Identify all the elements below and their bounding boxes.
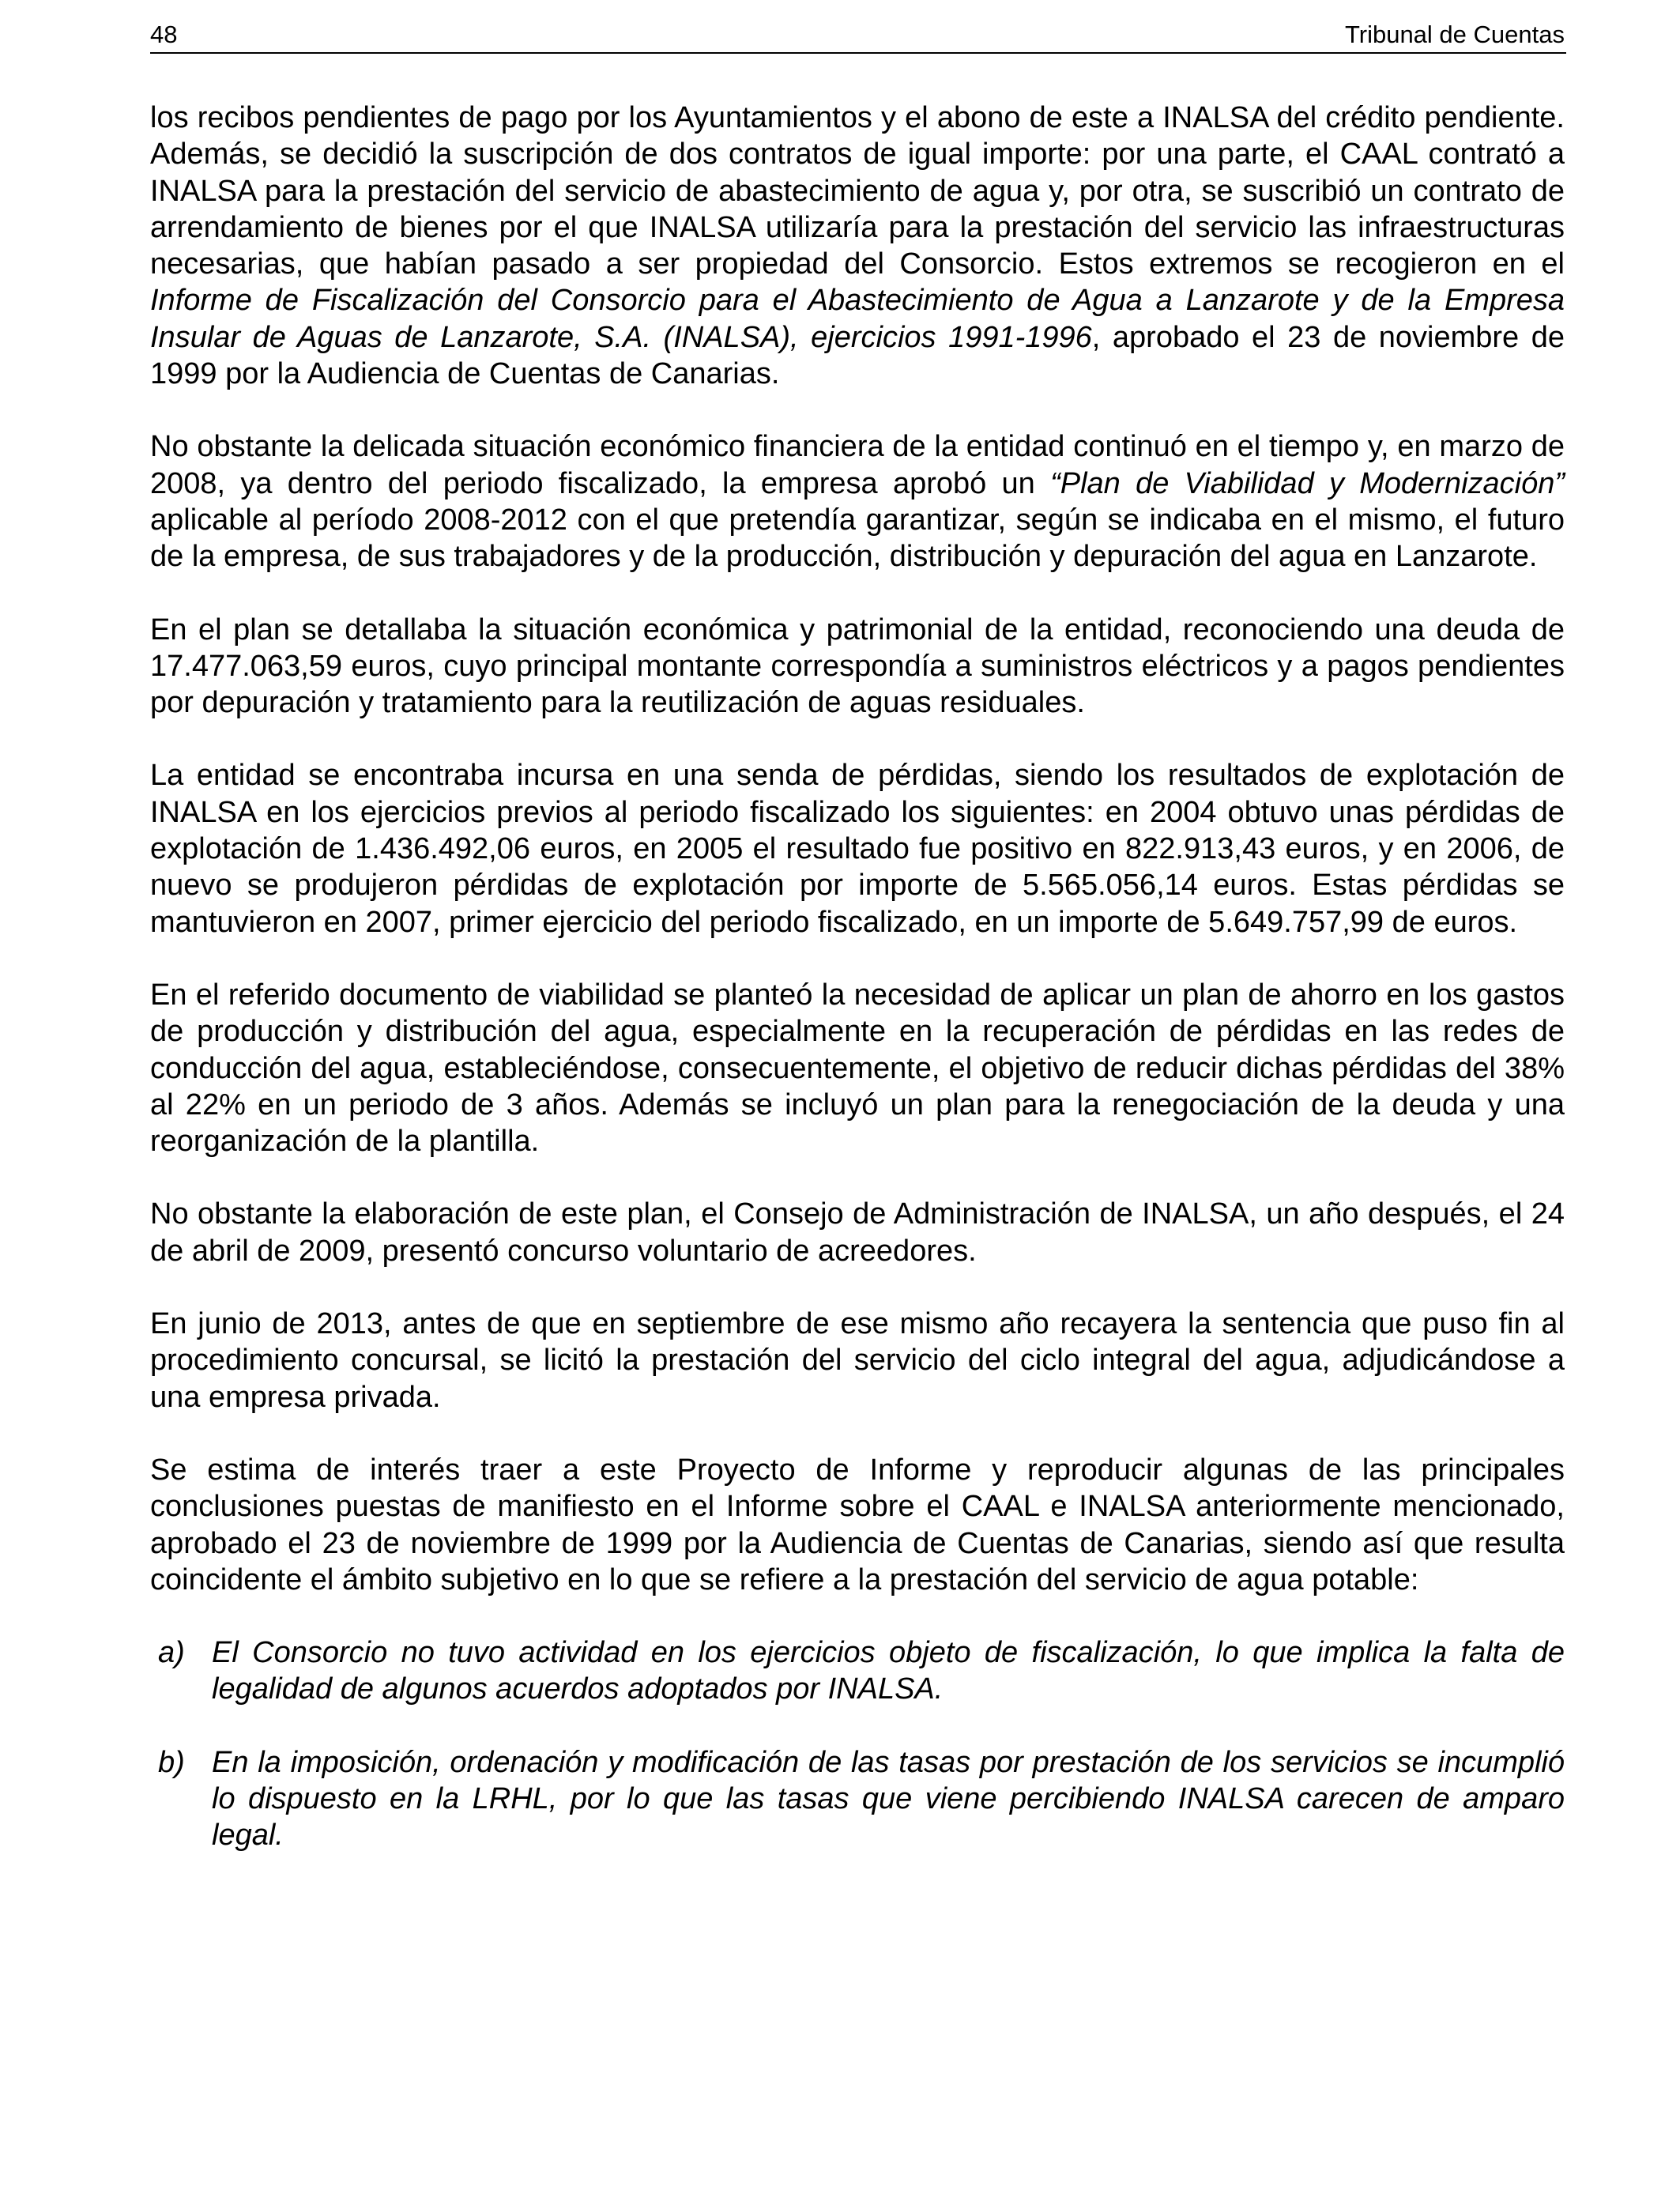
page-number: 48: [150, 21, 178, 48]
paragraph-8: Se estima de interés traer a este Proyecto de Informe y reproducir algunas de las principales conclusiones puestas de manifiesto en el Informe sobre el CAAL e INALSA anteriormente mencionado, aprobado el 23 de noviembre de 1999 por la Audiencia de Cuentas de Canarias, siendo así que resulta coincidente el ámbito subjetivo en lo que se refiere a la prestación del servicio de agua potable:: [150, 1453, 1565, 1596]
paragraph-3: En el plan se detallaba la situación económica y patrimonial de la entidad, reconociendo una deuda de 17.477.063,59 euros, cuyo principal montante correspondía a suministros eléctricos y a pagos pendientes por depuración y tratamiento para la reutilización de aguas residuales.: [150, 613, 1565, 720]
plan-title: “Plan de Viabilidad y Modernización”: [1050, 466, 1565, 500]
document-body: [150, 100, 1565, 1891]
paragraph-5: En el referido documento de viabilidad se planteó la necesidad de aplicar un plan de ahorro en los gastos de producción y distribución del agua, especialmente en la recuperación de pérdidas en las redes de conducción del agua, estableciéndose, consecuentemente, el objetivo de reducir dichas pérdidas del 38% al 22% en un periodo de 3 años. Además se incluyó un plan para la renegociación de la deuda y una reorganización de la plantilla.: [150, 978, 1565, 1159]
paragraph-2-text-b: aplicable al período 2008-2012 con el que pretendía garantizar, según se indicaba en el mismo, el futuro de la empresa, de sus trabajadores y de la producción, distribución y depuración del agua en Lanzarote.: [150, 503, 1565, 574]
page-header: [150, 17, 1566, 54]
list-item: [150, 1744, 1565, 1854]
paragraph-6: No obstante la elaboración de este plan, el Consejo de Administración de INALSA, un año después, el 24 de abril de 2009, presentó concurso voluntario de acreedores.: [150, 1197, 1565, 1268]
list-item: [150, 1634, 1565, 1708]
list-item-text: El Consorcio no tuvo actividad en los ejercicios objeto de fiscalización, lo que implica la falta de legalidad de algunos acuerdos adoptados por INALSA.: [212, 1636, 1565, 1706]
list-marker: a): [158, 1636, 185, 1670]
paragraph-2: [150, 428, 1565, 575]
paragraph-1-text-b: , aprobado el 23 de noviembre de 1999 por la Audiencia de Cuentas de Canarias.: [150, 320, 1565, 391]
paragraph-4: La entidad se encontraba incursa en una senda de pérdidas, siendo los resultados de explotación de INALSA en los ejercicios previos al periodo fiscalizado los siguientes: en 2004 obtuvo unas pérdidas de explotación de 1.436.492,06 euros, en 2005 el resultado fue positivo en 822.913,43 euros, y en 2006, de nuevo se produjeron pérdidas de explotación por importe de 5.565.056,14 euros. Estas pérdidas se mantuvieron en 2007, primer ejercicio del periodo fiscalizado, en un importe de 5.649.757,99 de euros.: [150, 759, 1565, 939]
conclusions-list: [150, 1634, 1565, 1853]
report-title-citation: Informe de Fiscalización del Consorcio para el Abastecimiento de Agua a Lanzarote y de la Empresa Insular de Aguas de Lanzarote, S.A. (INALSA), ejercicios 1991-1996: [150, 284, 1565, 354]
paragraph-7: En junio de 2013, antes de que en septiembre de ese mismo año recayera la sentencia que puso fin al procedimiento concursal, se licitó la prestación del servicio del ciclo integral del agua, adjudicándose a una empresa privada.: [150, 1307, 1565, 1414]
paragraph-1-text-a: los recibos pendientes de pago por los Ayuntamientos y el abono de este a INALSA del crédito pendiente. Además, se decidió la suscripción de dos contratos de igual importe: por una parte, el CAAL contrató a INALSA para la prestación del servicio de abastecimiento de agua y, por otra, se suscribió un contrato de arrendamiento de bienes por el que INALSA utilizaría para la prestación del servicio las infraestructuras necesarias, que habían pasado a ser propiedad del Consorcio. Estos extremos se recogieron en el: [150, 101, 1565, 281]
list-marker: b): [158, 1745, 185, 1779]
list-item-text: En la imposición, ordenación y modificación de las tasas por prestación de los servicios se incumplió lo dispuesto en la LRHL, por lo que las tasas que viene percibiendo INALSA carecen de amparo legal.: [212, 1745, 1565, 1853]
paragraph-1: [150, 100, 1565, 392]
paragraph-2-text-a: No obstante la delicada situación económico financiera de la entidad continuó en el tiempo y, en marzo de 2008, ya dentro del periodo fiscalizado, la empresa aprobó un: [150, 430, 1565, 500]
publication-title: Tribunal de Cuentas: [1344, 21, 1565, 48]
